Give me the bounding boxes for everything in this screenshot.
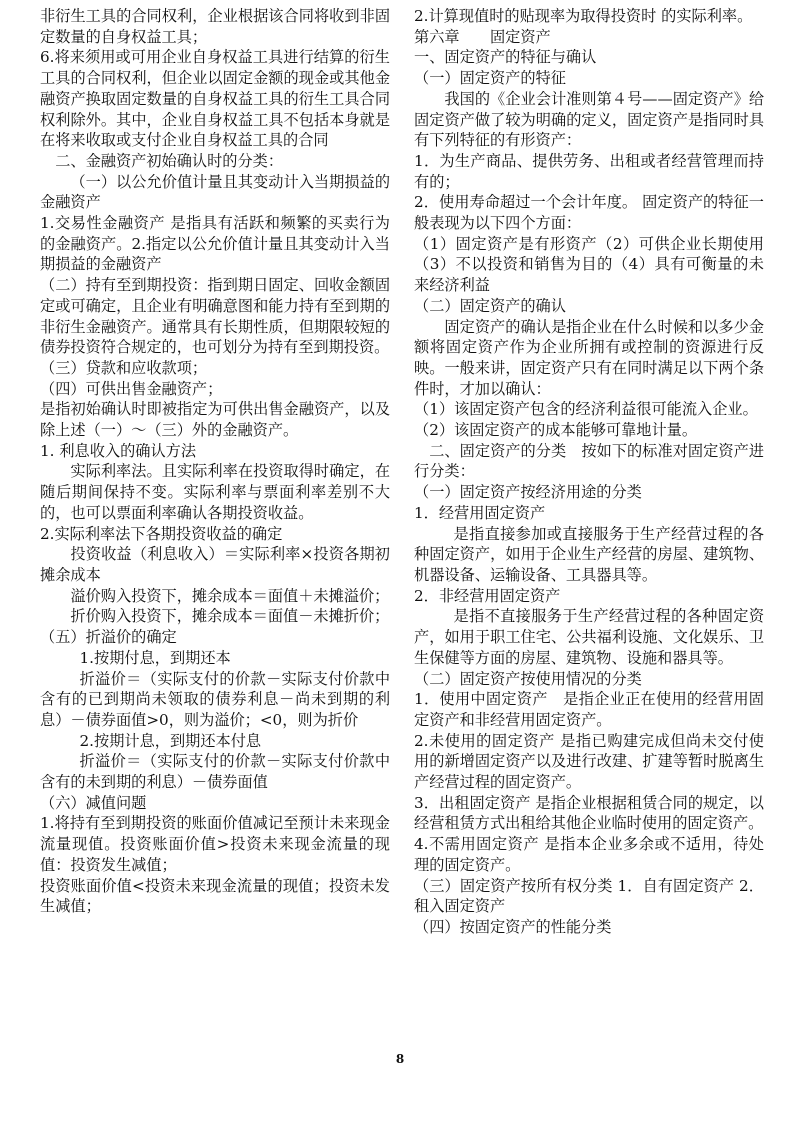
right-column bbox=[414, 6, 764, 938]
paragraph: 二、金融资产初始确认时的分类： bbox=[55, 151, 283, 170]
paragraph: （四）可供出售金融资产； bbox=[40, 379, 223, 398]
paragraph: 折价购入投资下，摊余成本＝面值－未摊折价； bbox=[70, 607, 390, 626]
paragraph: 是指初始确认时即被指定为可供出售金融资产，以及除上述（一）～（三）外的金融资产。 bbox=[40, 400, 390, 440]
paragraph: （五）折溢价的确定 bbox=[40, 628, 177, 647]
paragraph: （三）固定资产按所有权分类 1．自有固定资产 2．租入固定资产 bbox=[414, 876, 764, 916]
paragraph: 1．为生产商品、提供劳务、出租或者经营管理而持有的； bbox=[414, 151, 764, 191]
left-column bbox=[40, 6, 390, 917]
paragraph: （2）该固定资产的成本能够可靠地计量。 bbox=[414, 421, 698, 440]
paragraph: （一）固定资产的特征 bbox=[414, 69, 566, 88]
paragraph: （一）以公允价值计量且其变动计入当期损益的金融资产 bbox=[40, 172, 390, 212]
paragraph: 4.不需用固定资产 是指本企业多余或不适用，待处理的固定资产。 bbox=[414, 835, 764, 874]
paragraph: 2.实际利率法下各期投资收益的确定 bbox=[40, 524, 283, 543]
paragraph: （1）固定资产是有形资产（2）可供企业长期使用（3）不以投资和销售为目的（4）具有可衡量的未来经济利益 bbox=[414, 234, 764, 295]
paragraph: 二、固定资产的分类 按如下的标准对固定资产进行分类： bbox=[414, 441, 764, 481]
paragraph: 1.交易性金融资产 是指具有活跃和频繁的买卖行为的金融资产。2.指定以公允价值计量且其变动计入当期损益的金融资产 bbox=[40, 214, 390, 274]
paragraph: 我国的《企业会计准则第４号——固定资产》给固定资产做了较为明确的定义，固定资产是指同时具有下列特征的有形资产： bbox=[414, 89, 764, 150]
paragraph: 折溢价＝（实际支付的价款－实际支付价款中含有的未到期的利息）－债券面值 bbox=[40, 752, 390, 792]
paragraph: （六）减值问题 bbox=[40, 793, 147, 812]
page-number: 8 bbox=[395, 1052, 405, 1066]
paragraph: 非衍生工具的合同权利，企业根据该合同将收到非固定数量的自身权益工具； bbox=[40, 7, 390, 46]
paragraph: 2.未使用的固定资产 是指已购建完成但尚未交付使用的新增固定资产以及进行改建、扩建等暂时脱离生产经营过程的固定资产。 bbox=[414, 731, 764, 792]
paragraph: （三）贷款和应收款项； bbox=[40, 358, 208, 377]
paragraph: 折溢价＝（实际支付的价款－实际支付价款中含有的已到期尚未领取的债券利息－尚未到期的利息）－债券面值>0，则为溢价；<0，则为折价 bbox=[40, 669, 390, 729]
paragraph: 2．使用寿命超过一个会计年度。 固定资产的特征一般表现为以下四个方面： bbox=[414, 193, 764, 233]
paragraph: （二）持有至到期投资：指到期日固定、回收金额固定或可确定，且企业有明确意图和能力持有至到期的非衍生金融资产。通常具有长期性质，但期限较短的债券投资符合规定的，也可划分为持有至到期投资。 bbox=[40, 276, 390, 357]
paragraph: 实际利率法。且实际利率在投资取得时确定，在随后期间保持不变。实际利率与票面利率差别不大的，也可以票面利率确认各期投资收益。 bbox=[40, 462, 390, 522]
paragraph: 第六章 固定资产 bbox=[414, 27, 551, 46]
paragraph: 2.计算现值时的贴现率为取得投资时 的实际利率。 bbox=[414, 7, 753, 25]
paragraph: 6.将来须用或可用企业自身权益工具进行结算的衍生工具的合同权利，但企业以固定金额的现金或其他金融资产换取固定数量的自身权益工具的衍生工具合同权利除外。其中，企业自身权益工具不包括本身就是在将来收取或支付企业自身权益工具的合同 bbox=[40, 48, 390, 150]
paragraph: 固定资产的确认是指企业在什么时候和以多少金额将固定资产作为企业所拥有或控制的资源进行反映。一般来讲，固定资产只有在同时满足以下两个条件时，才加以确认： bbox=[414, 317, 764, 398]
paragraph: 一、固定资产的特征与确认 bbox=[414, 48, 597, 67]
paragraph: 1．使用中固定资产 是指企业正在使用的经营用固定资产和非经营用固定资产。 bbox=[414, 690, 764, 729]
paragraph: 是指不直接服务于生产经营过程的各种固定资产，如用于职工住宅、公共福利设施、文化娱乐、卫生保健等方面的房屋、建筑物、设施和器具等。 bbox=[414, 607, 764, 667]
paragraph: 1. 利息收入的确认方法 bbox=[40, 441, 197, 460]
paragraph: 溢价购入投资下，摊余成本＝面值＋未摊溢价； bbox=[70, 586, 390, 605]
paragraph: 1.按期付息，到期还本 bbox=[79, 648, 231, 667]
paragraph: （二）固定资产的确认 bbox=[414, 296, 566, 315]
paragraph: （四）按固定资产的性能分类 bbox=[414, 917, 612, 936]
paragraph: 投资收益（利息收入）＝实际利率×投资各期初摊余成本 bbox=[40, 545, 390, 584]
paragraph: （二）固定资产按使用情况的分类 bbox=[414, 669, 642, 688]
paragraph: （1）该固定资产包含的经济利益很可能流入企业。 bbox=[414, 400, 758, 419]
paragraph: （一）固定资产按经济用途的分类 bbox=[414, 483, 642, 502]
paragraph: 是指直接参加或直接服务于生产经营过程的各种固定资产，如用于企业生产经营的房屋、建筑物、机器设备、运输设备、工具器具等。 bbox=[414, 524, 764, 584]
paragraph: 2.按期计息，到期还本付息 bbox=[79, 731, 262, 750]
paragraph: 1．经营用固定资产 bbox=[414, 503, 546, 522]
paragraph: 投资账面价值<投资未来现金流量的现值；投资未发生减值； bbox=[40, 876, 390, 916]
paragraph: 1.将持有至到期投资的账面价值减记至预计未来现金流量现值。投资账面价值>投资未来现金流量的现值：投资发生减值； bbox=[40, 814, 390, 874]
paragraph: 3．出租固定资产 是指企业根据租赁合同的规定，以经营租赁方式出租给其他企业临时使用的固定资产。 bbox=[414, 793, 764, 833]
paragraph: 2．非经营用固定资产 bbox=[414, 586, 561, 605]
